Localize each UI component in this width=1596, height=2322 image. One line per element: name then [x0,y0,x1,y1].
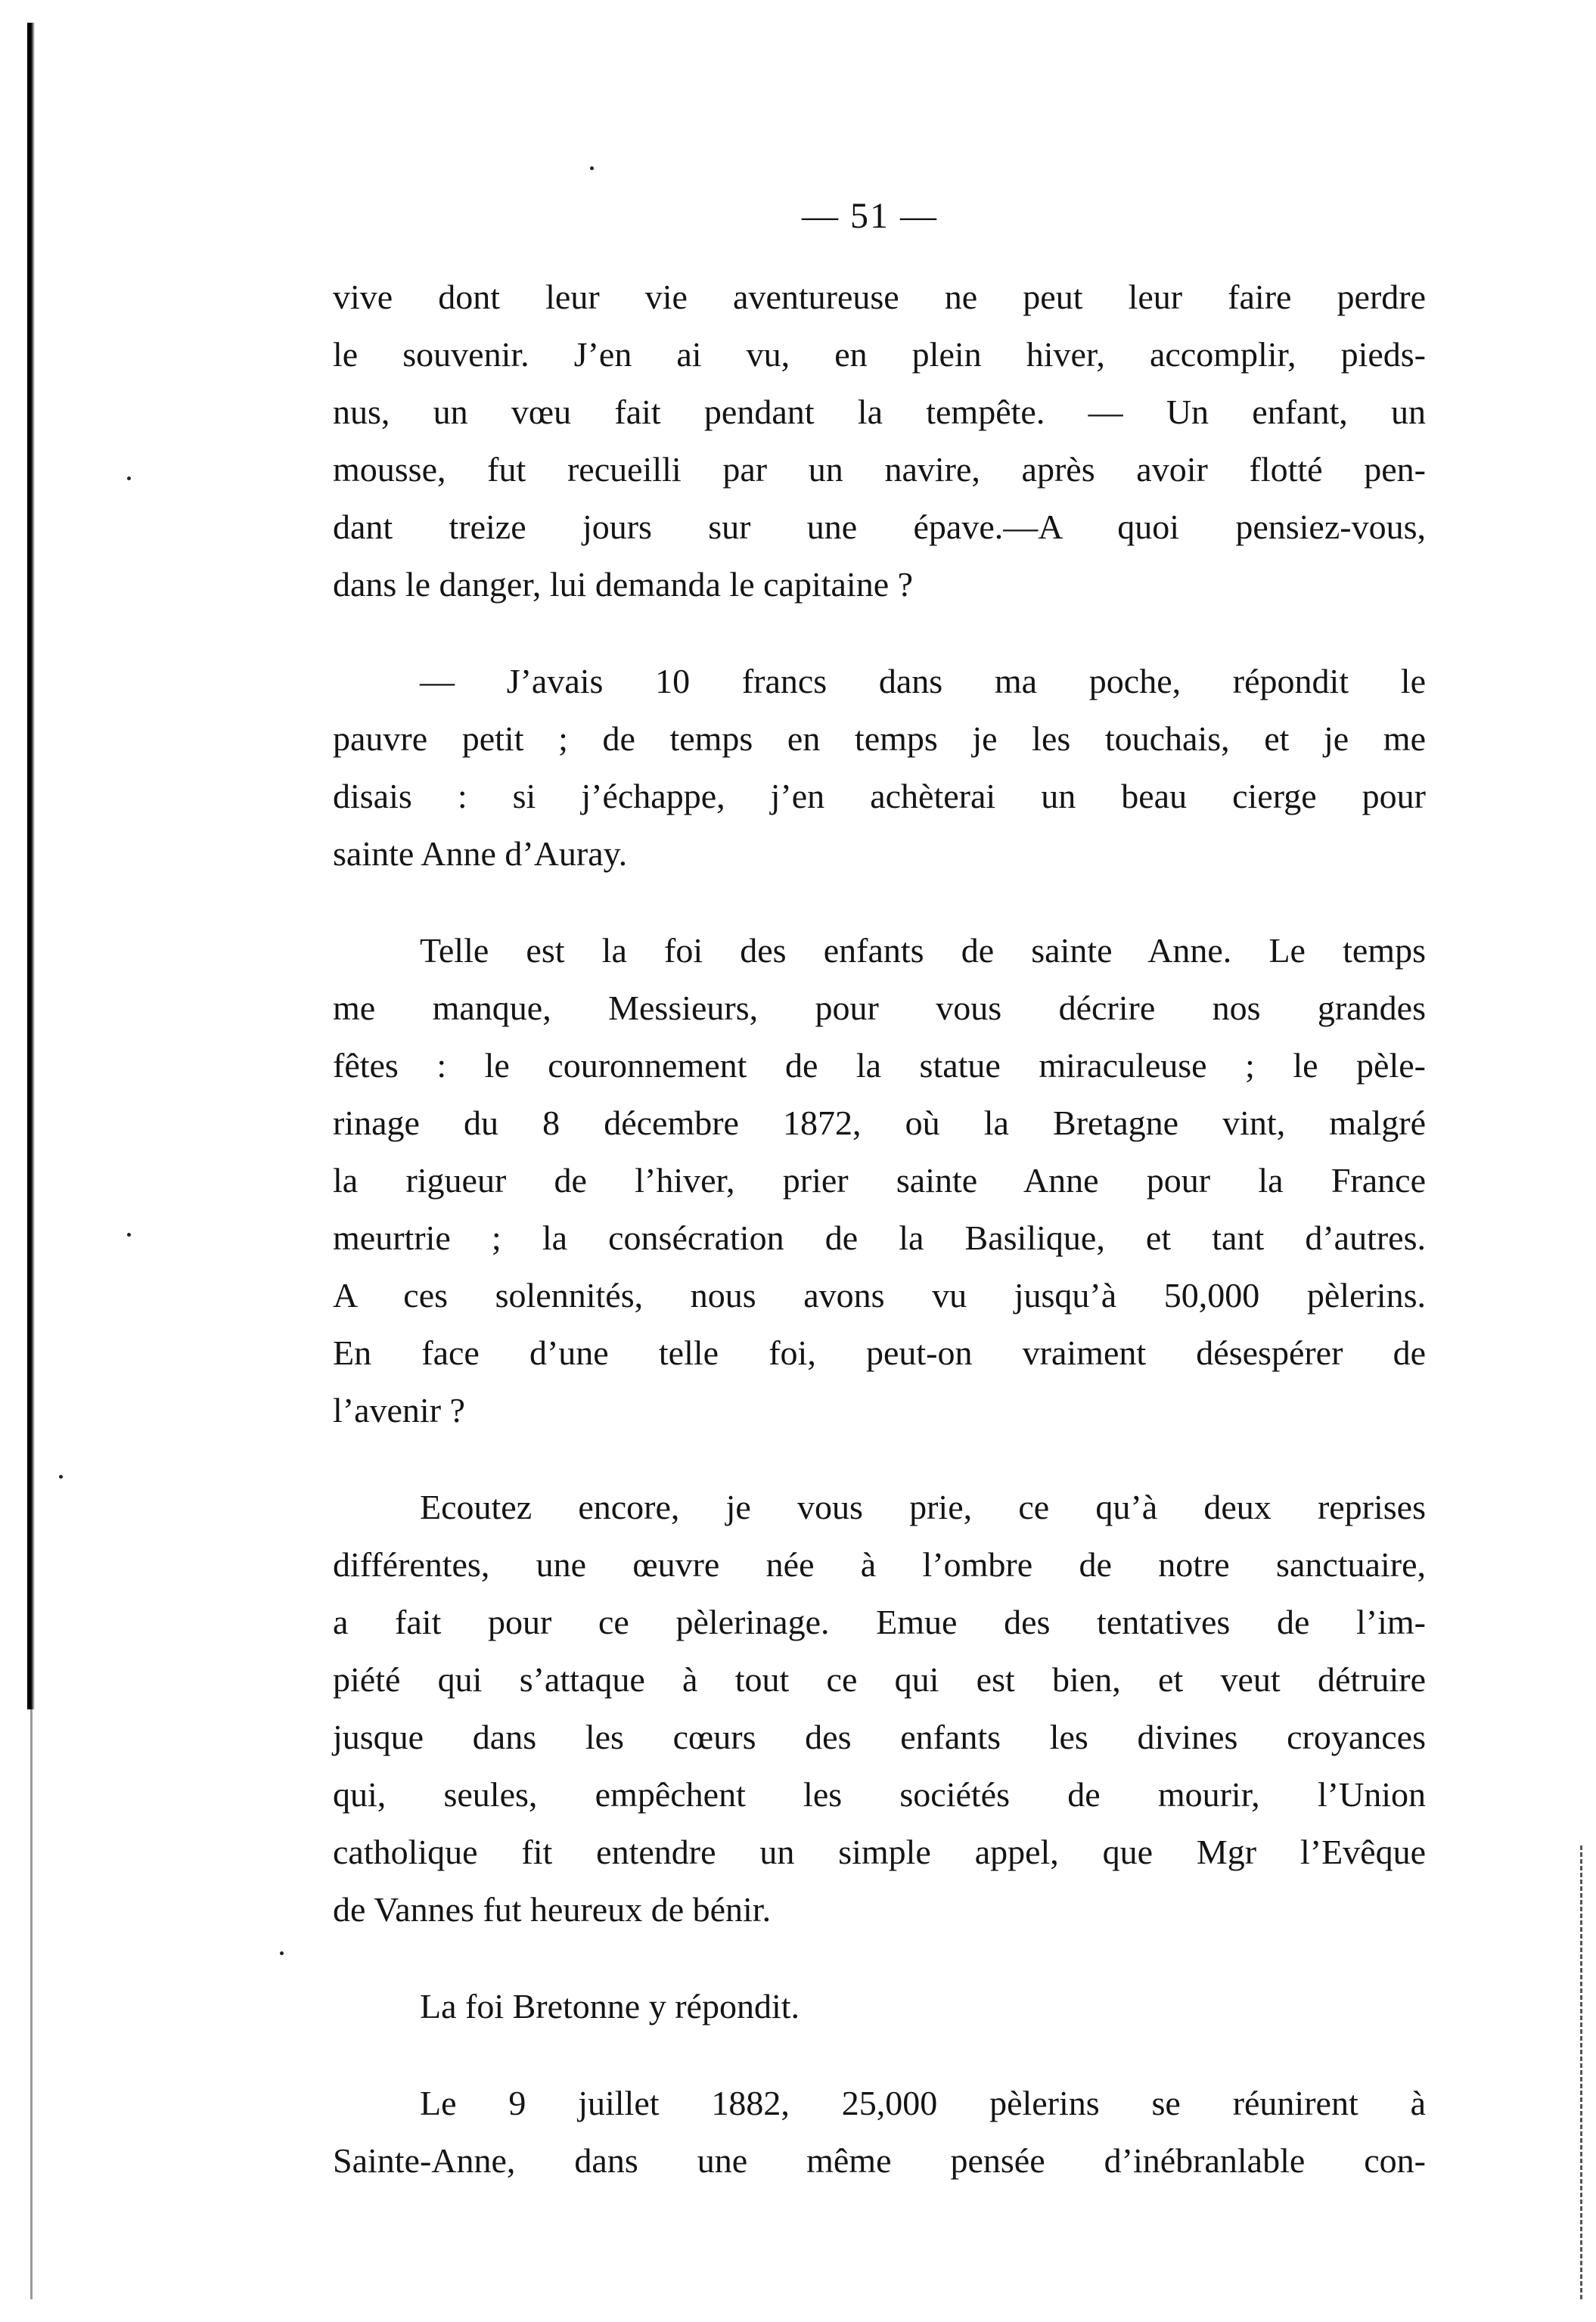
text-line: me manque, Messieurs, pour vous décrire nos grandes [333,989,1426,1027]
text-line: pauvre petit ; de temps en temps je les touchais, et je me [333,719,1426,758]
text-line: piété qui s’attaque à tout ce qui est bien, et veut détruire [333,1660,1426,1699]
text-line: a fait pour ce pèlerinage. Emue des tentatives de l’im- [333,1603,1426,1641]
text-line: qui, seules, empêchent les sociétés de mourir, l’Union [333,1775,1426,1814]
text-line: l’avenir ? [333,1391,465,1430]
page-right-edge [1578,1845,1582,2299]
page-number: — 51 — [802,196,938,236]
text-line: nus, un vœu fait pendant la tempête. — Un enfant, un [333,393,1426,431]
text-line: Telle est la foi des enfants de sainte Anne. Le temps [420,931,1426,970]
text-line: Ecoutez encore, je vous prie, ce qu’à deux reprises [420,1488,1426,1526]
text-line: Le 9 juillet 1882, 25,000 pèlerins se réunirent à [420,2084,1426,2122]
scan-speck [127,477,131,480]
text-line: le souvenir. J’en ai vu, en plein hiver, accomplir, pieds- [333,335,1426,374]
text-line: différentes, une œuvre née à l’ombre de notre sanctuaire, [333,1545,1426,1584]
body-text [333,269,1426,2190]
text-line: sainte Anne d’Auray. [333,834,628,873]
paragraph [333,2075,1426,2190]
text-line: — J’avais 10 francs dans ma poche, répondit le [420,662,1426,700]
text-line: dant treize jours sur une épave.—A quoi pensiez-vous, [333,508,1426,546]
text-line: vive dont leur vie aventureuse ne peut leur faire perdre [333,278,1426,316]
text-line: de Vannes fut heureux de bénir. [333,1890,772,1929]
text-line: A ces solennités, nous avons vu jusqu’à 50,000 pèlerins. [333,1276,1426,1315]
scan-speck [59,1475,63,1479]
text-line: dans le danger, lui demanda le capitaine ? [333,565,914,604]
text-line: rinage du 8 décembre 1872, où la Bretagne vint, malgré [333,1104,1426,1142]
text-line: la rigueur de l’hiver, prier sainte Anne pour la France [333,1161,1426,1200]
text-line: fêtes : le couronnement de la statue miraculeuse ; le pèle- [333,1046,1426,1085]
text-line: La foi Bretonne y répondit. [420,1987,800,2026]
paragraph [333,653,1426,883]
text-line: jusque dans les cœurs des enfants les divines croyances [333,1718,1426,1756]
scan-speck [590,166,594,170]
text-line: mousse, fut recueilli par un navire, après avoir flotté pen- [333,450,1426,489]
paragraph [333,922,1426,1439]
binding-edge [27,23,35,1709]
scan-speck [280,1951,284,1955]
scan-speck [127,1233,131,1237]
paragraph [333,1978,1426,2035]
binding-edge-lower [30,1709,33,2299]
text-line: Sainte-Anne, dans une même pensée d’inébranlable con- [333,2141,1426,2180]
text-line: meurtrie ; la consécration de la Basilique, et tant d’autres. [333,1218,1426,1257]
paragraph [333,269,1426,613]
paragraph [333,1479,1426,1939]
text-line: disais : si j’échappe, j’en achèterai un beau cierge pour [333,777,1426,815]
text-line: En face d’une telle foi, peut-on vraiment désespérer de [333,1333,1426,1372]
text-line: catholique fit entendre un simple appel, que Mgr l’Evêque [333,1833,1426,1871]
